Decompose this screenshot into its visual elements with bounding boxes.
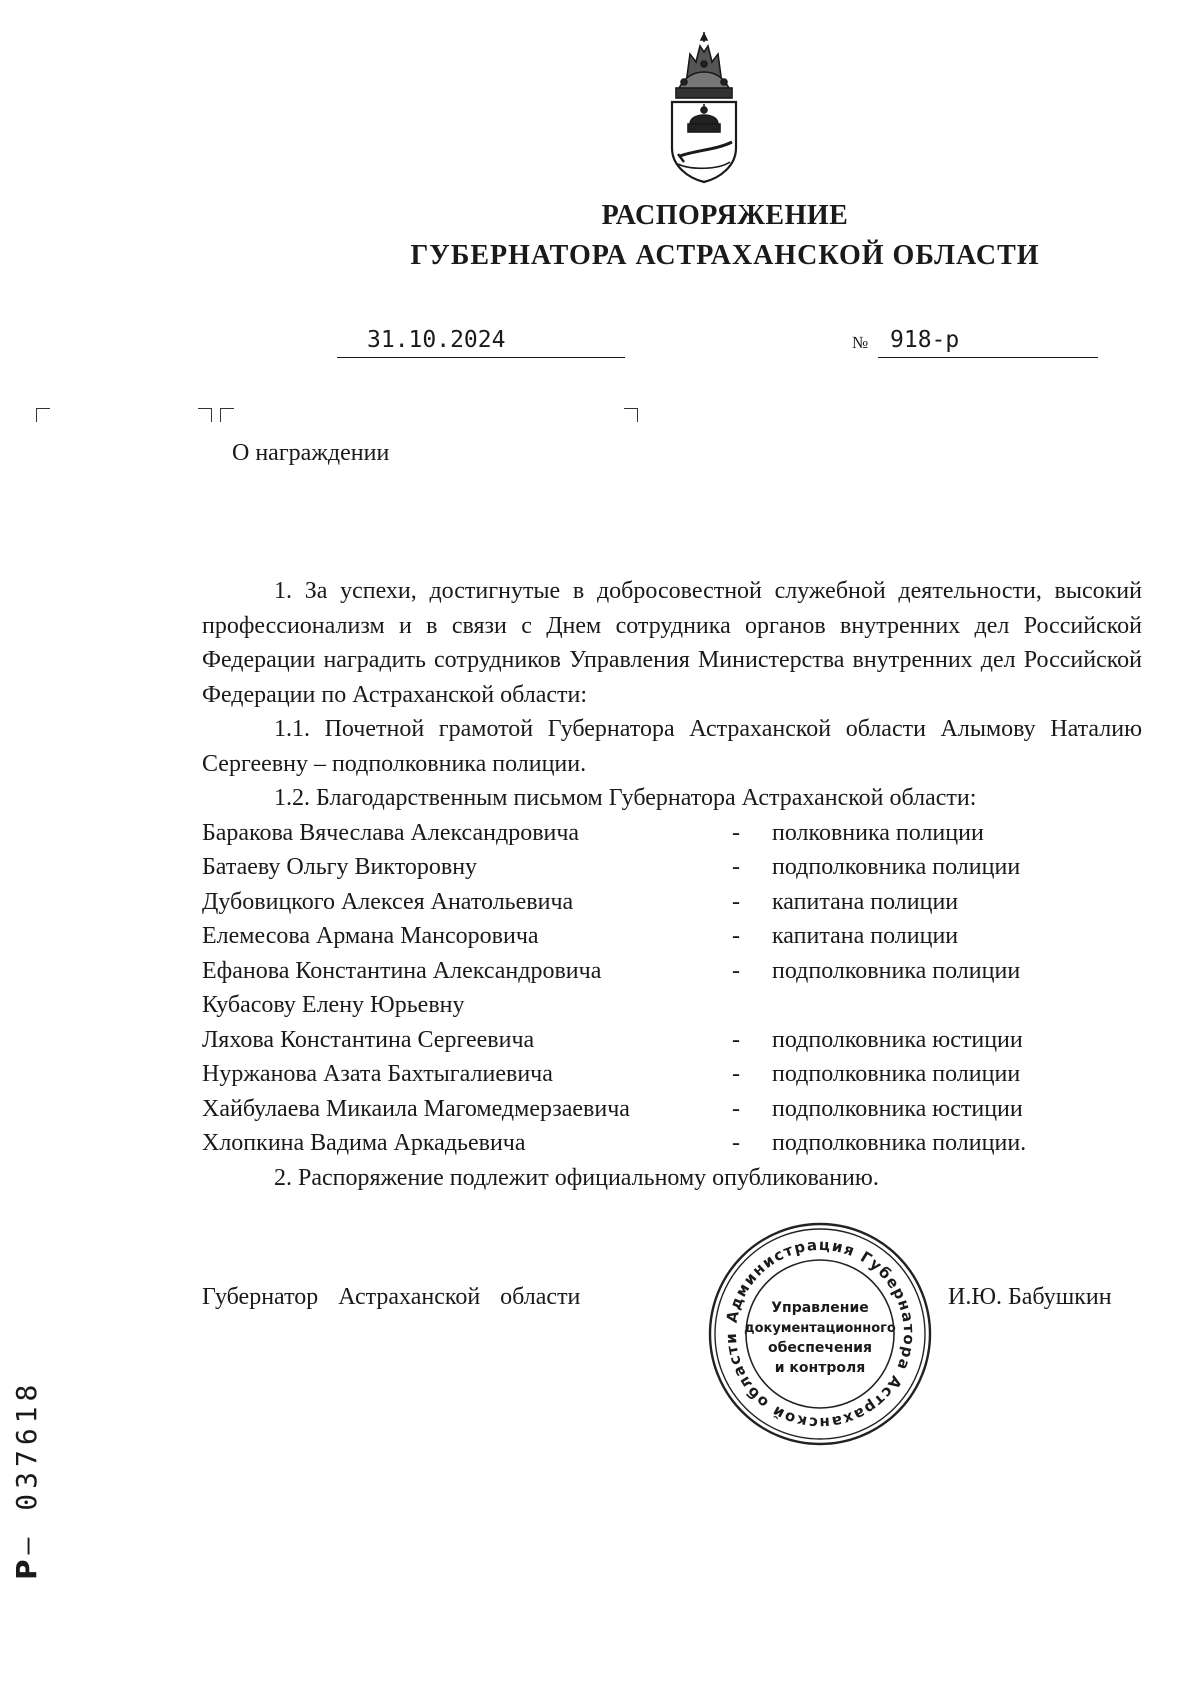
awardee-name: Нуржанова Азата Бахтыгалиевича: [202, 1061, 553, 1087]
awardee-row: [202, 1092, 1142, 1127]
awardee-row: [202, 954, 1142, 989]
awardee-rank: подполковника полиции: [772, 1061, 1021, 1087]
awardee-rank: полковника полиции: [772, 819, 984, 846]
awardee-rank: капитана полиции: [772, 888, 959, 915]
awardee-name: Кубасову Елену Юрьевну: [202, 992, 465, 1018]
number-field: [878, 327, 1098, 358]
document-number: 918-р: [890, 327, 960, 353]
document-subject: О награждении: [232, 440, 390, 466]
stamp-line-4: и контроля: [774, 1360, 866, 1376]
awardee-row: [202, 1126, 1142, 1161]
signatory-name: И.Ю. Бабушкин: [948, 1284, 1112, 1310]
awardee-rank: подполковника полиции: [772, 854, 1021, 880]
awardee-rank: [772, 988, 1142, 1023]
awardee-name: Хайбулаева Микаила Магомедмерзаевича: [202, 1095, 630, 1122]
awardee-dash: -: [732, 819, 740, 846]
awardee-name: Ефанова Константина Александровича: [202, 957, 602, 984]
awardee-dash: -: [732, 1061, 740, 1087]
serial-letter: Р: [10, 1554, 43, 1580]
stamp-line-2: документационного: [744, 1321, 896, 1336]
awardee-name: Ляхова Константина Сергеевича: [202, 1026, 535, 1053]
awardee-row: [202, 919, 1142, 954]
paragraph-1-1: 1.1. Почетной грамотой Губернатора Астраханской области Алымову Наталию Сергеевну – подполковника полиции.: [202, 716, 1142, 777]
awardee-dash: -: [732, 1026, 740, 1053]
paragraph-1: 1. За успехи, достигнутые в добросовестной служебной деятельности, высокий профессионализм и в связи с Днем сотрудника органов внутренних дел Российской Федерации наградить сотрудников Управления Министерства внутренних дел Российской Федерации по Астраханской области:: [202, 578, 1142, 708]
awardee-dash: [732, 988, 772, 1023]
corner-mark: [198, 408, 212, 422]
official-stamp: [706, 1220, 934, 1448]
awardee-name: Дубовицкого Алексея Анатольевича: [202, 888, 574, 915]
paragraph-2: 2. Распоряжение подлежит официальному опубликованию.: [274, 1164, 879, 1191]
awardee-dash: -: [732, 923, 740, 949]
awardee-row: [202, 816, 1142, 851]
awardee-row: [202, 1057, 1142, 1092]
awardee-rank: подполковника юстиции: [772, 1095, 1023, 1122]
corner-mark: [624, 408, 638, 422]
awardees-table: [202, 816, 1142, 1161]
serial-number: [10, 1380, 43, 1580]
document-type-title: РАСПОРЯЖЕНИЕ: [601, 200, 849, 231]
stamp-line-1: Управление: [771, 1300, 869, 1316]
awardee-name: Баракова Вячеслава Александровича: [202, 819, 580, 846]
awardee-dash: -: [732, 854, 740, 880]
awardee-name: Батаеву Ольгу Викторовну: [202, 854, 478, 880]
awardee-row: [202, 885, 1142, 920]
awardee-rank: капитана полиции: [772, 923, 959, 949]
awardee-dash: -: [732, 957, 740, 984]
paragraph-1-2: 1.2. Благодарственным письмом Губернатора Астраханской области:: [274, 785, 977, 811]
awardee-rank: подполковника юстиции: [772, 1026, 1023, 1053]
stamp-ring-text: Администрация Губернатора Астраханской области: [721, 1235, 919, 1433]
number-sign: №: [852, 333, 869, 352]
awardee-rank: подполковника полиции: [772, 957, 1021, 984]
awardee-name: Елемесова Армана Мансоровича: [202, 923, 539, 949]
awardee-row: [202, 988, 1142, 1023]
corner-mark: [220, 408, 234, 422]
document-date: 31.10.2024: [367, 327, 506, 353]
awardee-dash: -: [732, 888, 740, 915]
issuer-title: ГУБЕРНАТОРА АСТРАХАНСКОЙ ОБЛАСТИ: [410, 240, 1040, 271]
awardee-rank: подполковника полиции.: [772, 1130, 1027, 1156]
awardee-row: [202, 1023, 1142, 1058]
signatory-position: Губернатор Астраханской области: [202, 1284, 581, 1310]
awardee-dash: -: [732, 1095, 740, 1122]
coat-of-arms-icon: [666, 32, 742, 184]
corner-mark: [36, 408, 50, 422]
stamp-line-3: обеспечения: [768, 1340, 872, 1356]
serial-digits: – 037618: [10, 1379, 43, 1555]
document-body: [202, 574, 1142, 1195]
awardee-name: Хлопкина Вадима Аркадьевича: [202, 1130, 526, 1156]
date-field: [337, 327, 625, 358]
awardee-row: [202, 850, 1142, 885]
awardee-dash: -: [732, 1130, 740, 1156]
